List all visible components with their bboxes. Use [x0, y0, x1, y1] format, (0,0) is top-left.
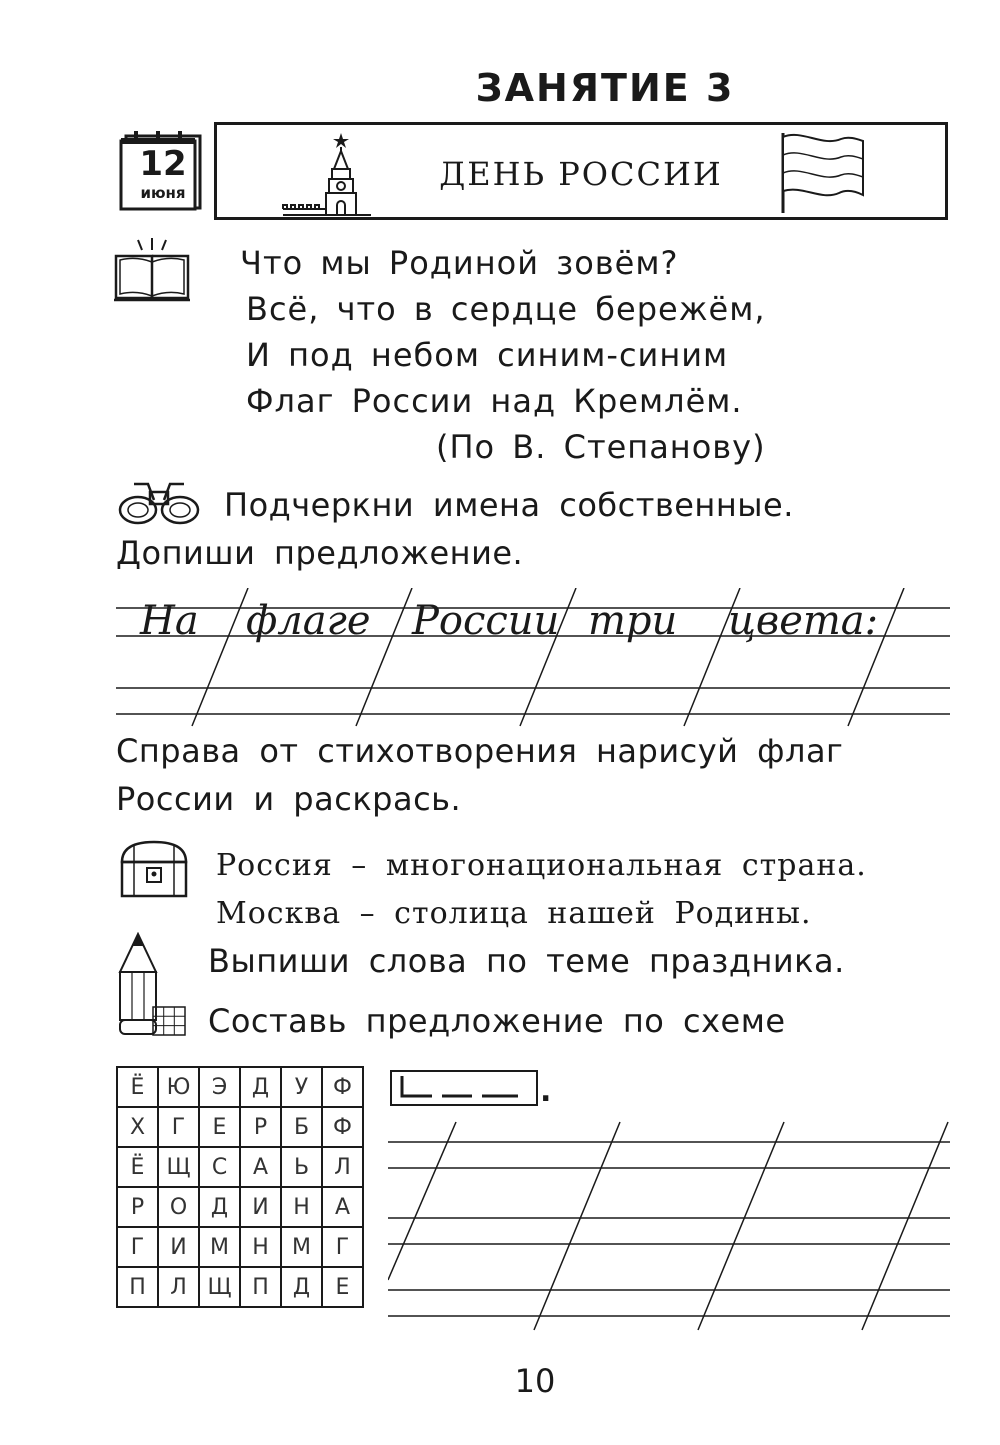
handwriting-word: флаге — [246, 598, 371, 644]
grid-cell: Б — [281, 1107, 322, 1147]
grid-cell: Ё — [117, 1067, 158, 1107]
handwriting-word: России — [412, 598, 560, 644]
grid-cell: М — [281, 1227, 322, 1267]
fact-line: Москва – столица нашей Родины. — [216, 896, 812, 931]
grid-cell: Ё — [117, 1147, 158, 1187]
grid-cell: Ф — [322, 1107, 363, 1147]
facts-block — [216, 842, 867, 938]
grid-cell: И — [158, 1227, 199, 1267]
task-complete-sentence: Допиши предложение. — [116, 534, 524, 572]
grid-cell: Д — [281, 1267, 322, 1307]
grid-cell: А — [322, 1187, 363, 1227]
holiday-banner — [214, 122, 948, 220]
grid-cell: Е — [322, 1267, 363, 1307]
handwriting-word: цвета: — [728, 598, 879, 644]
task-compose-sentence: Составь предложение по схеме — [208, 1002, 786, 1040]
grid-cell: Д — [240, 1067, 281, 1107]
task-write-words: Выпиши слова по теме праздника. — [208, 942, 845, 980]
calendar-day: 12 — [139, 144, 187, 184]
lesson-title: ЗАНЯТИЕ 3 — [475, 66, 735, 110]
task-draw-flag-line2: России и раскрась. — [116, 780, 462, 818]
grid-cell: Ф — [322, 1067, 363, 1107]
poem-line: Всё, что в сердце бережём, — [246, 290, 766, 328]
fact-line: Россия – многонациональная страна. — [216, 848, 867, 883]
scheme-end-mark: . — [540, 1074, 552, 1109]
grid-row — [117, 1267, 363, 1307]
grid-cell: Г — [322, 1227, 363, 1267]
grid-cell: Ю — [158, 1067, 199, 1107]
grid-cell: Х — [117, 1107, 158, 1147]
handwriting-word: На — [140, 598, 199, 644]
binoculars-icon — [116, 480, 202, 526]
handwriting-word: три — [588, 598, 678, 644]
grid-cell: С — [199, 1147, 240, 1187]
task-draw-flag: Справа от стихотворения нарисуй флаг — [116, 732, 844, 770]
grid-cell: А — [240, 1147, 281, 1187]
chest-icon — [116, 838, 192, 900]
poem-line: И под небом синим-синим — [246, 336, 729, 374]
grid-cell: Е — [199, 1107, 240, 1147]
grid-cell: И — [240, 1187, 281, 1227]
grid-cell: Щ — [199, 1267, 240, 1307]
grid-cell: Л — [158, 1267, 199, 1307]
grid-cell: П — [240, 1267, 281, 1307]
grid-cell: Р — [240, 1107, 281, 1147]
book-icon — [112, 236, 192, 304]
grid-row — [117, 1107, 363, 1147]
grid-cell: Р — [117, 1187, 158, 1227]
letter-blocks-icon — [152, 1006, 186, 1036]
grid-row — [117, 1147, 363, 1187]
poem-line: Что мы Родиной зовём? — [240, 244, 679, 282]
letter-grid — [116, 1066, 364, 1308]
grid-cell: М — [199, 1227, 240, 1267]
task-underline-proper-names: Подчеркни имена собственные. — [224, 486, 794, 524]
grid-row — [117, 1187, 363, 1227]
page-number: 10 — [514, 1362, 556, 1400]
poem-author: (По В. Степанову) — [436, 428, 766, 466]
grid-cell: Н — [281, 1187, 322, 1227]
flag-icon — [777, 129, 867, 215]
calendar-month: июня — [140, 184, 186, 202]
poem — [240, 240, 766, 470]
grid-cell: Г — [158, 1107, 199, 1147]
grid-cell: Н — [240, 1227, 281, 1267]
grid-cell: Щ — [158, 1147, 199, 1187]
sentence-scheme — [390, 1070, 538, 1106]
grid-row — [117, 1227, 363, 1267]
poem-line: Флаг России над Кремлём. — [246, 382, 743, 420]
grid-cell: Э — [199, 1067, 240, 1107]
grid-row — [117, 1067, 363, 1107]
grid-cell: Г — [117, 1227, 158, 1267]
writing-lines — [388, 1120, 950, 1332]
grid-cell: Ь — [281, 1147, 322, 1187]
banner-title: ДЕНЬ РОССИИ — [439, 155, 723, 193]
grid-cell: Д — [199, 1187, 240, 1227]
grid-cell: О — [158, 1187, 199, 1227]
calendar-icon — [114, 128, 204, 212]
grid-cell: Л — [322, 1147, 363, 1187]
grid-cell: У — [281, 1067, 322, 1107]
grid-cell: П — [117, 1267, 158, 1307]
